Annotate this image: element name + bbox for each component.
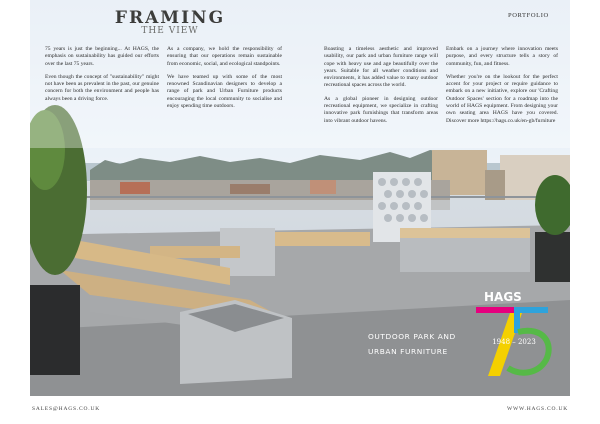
paragraph: Embark on a journey where innovation meets purpose, and every structure tells a story of community, fun, and fitness.: [446, 46, 558, 67]
article-title-block: [85, 8, 255, 36]
promo-line-1: OUTDOOR PARK AND: [368, 332, 456, 341]
article-title: FRAMING: [114, 8, 226, 28]
paragraph: Whether you're on the lookout for the perfect accent for your project or require guidance to embark on a new initiative, explore our 'Crafting Outdoor Spaces' section for a roadmap into the world of HAGS equipment. From designing your own seating area HAGS have you covered. Discover more https://hags.co.uk/en-gb/furniture: [446, 73, 558, 124]
text-column-1: [45, 46, 159, 109]
red-roof: [120, 182, 150, 194]
paragraph: As a company, we hold the responsibility of ensuring that our operations remain sustainable from economic, social, and ecological standpoints.: [167, 46, 282, 67]
curved-bench-base: [400, 236, 530, 272]
paragraph: 75 years is just the beginning... At HAGS, the emphasis on sustainability has guided our efforts over the last 75 years.: [45, 46, 159, 67]
text-column-2: [167, 46, 282, 116]
paragraph: We have teamed up with some of the most renowned Scandinavian designers to develop a range of park and Urban Furniture products encouraging the local community to socialise and enjoy spending time outdoors.: [167, 73, 282, 110]
brown-roof: [230, 184, 270, 194]
building-small: [485, 170, 505, 200]
tree-pot: [30, 285, 80, 375]
hags-75-logo: [470, 290, 556, 380]
promo-line-2: URBAN FURNITURE: [368, 347, 448, 356]
railing-top: [80, 196, 550, 198]
footer-email[interactable]: SALES@HAGS.CO.UK: [32, 406, 100, 412]
text-column-4: [446, 46, 558, 131]
article-subtitle: THE VIEW: [141, 26, 199, 36]
logo-brand-text: HAGS: [484, 290, 522, 304]
paragraph: Even though the concept of "sustainability" might not have been as prevalent in the past, our genuine concern for both the environment and people has always been a driving force.: [45, 73, 159, 102]
clay-roof: [310, 180, 336, 194]
right-pot: [535, 232, 570, 282]
curved-bench-seat: [400, 228, 530, 238]
footer-website[interactable]: WWW.HAGS.CO.UK: [507, 406, 568, 412]
logo-five-top: [514, 307, 548, 313]
text-column-3: [324, 46, 438, 131]
bench-back-seat: [275, 232, 370, 246]
logo-years: 1948 – 2023: [492, 338, 536, 346]
promo-caption: [368, 329, 468, 359]
paragraph: As a global pioneer in designing outdoor recreational equipment, we specialize in crafting innovative park furnishings that transform areas into vibrant outdoor havens.: [324, 95, 438, 124]
section-label: PORTFOLIO: [508, 12, 549, 19]
paragraph: Boasting a timeless aesthetic and improved usability, our park and urban furniture range will cope with heavy use and age beautifully over the years. Suitable for all weather conditions and environments, it has added value to many outdoor recreational spaces across the world.: [324, 46, 438, 89]
